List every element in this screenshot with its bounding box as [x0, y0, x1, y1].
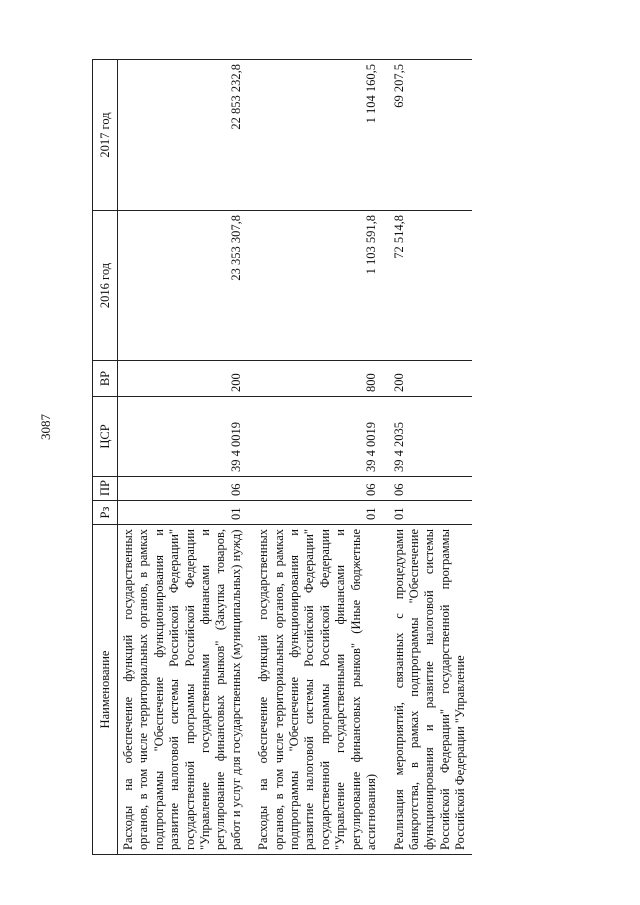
- rotated-page: [92, 60, 604, 855]
- row-csr: 39 4 2035: [389, 397, 472, 477]
- header-name: Наименование: [93, 525, 118, 855]
- row-pr: 06: [389, 477, 472, 501]
- row-name: Расходы на обеспечение функций государственных органов, в том числе территориальных органов, в рамках подпрограммы "Обеспечение функционирования и развитие налоговой системы Российской Федерации" государственной программы Российской Федерации "Управление государственными финансами и регулирование финансовых рынков" (Иные бюджетные ассигнования): [253, 525, 382, 855]
- row-2016: 23 353 307,8: [118, 211, 248, 361]
- header-2017: 2017 год: [93, 60, 118, 211]
- header-2016: 2016 год: [93, 211, 118, 361]
- table-row: [253, 60, 382, 855]
- row-name: Расходы на обеспечение функций государственных органов, в том числе территориальных органов, в рамках подпрограммы "Обеспечение функционирования и развитие налоговой системы Российской Федерации" государственной программы Российской Федерации "Управление государственными финансами и регулирование финансовых рынков" (Закупка товаров, работ и услуг для государственных (муниципальных) нужд): [118, 525, 248, 855]
- table-row: [118, 60, 248, 855]
- row-rz: 01: [118, 501, 248, 525]
- header-rz: Рз: [93, 501, 118, 525]
- row-2016: 1 103 591,8: [253, 211, 382, 361]
- header-vr: ВР: [93, 361, 118, 397]
- budget-table: [92, 59, 472, 855]
- table-header-row: [93, 60, 118, 855]
- row-2017: 1 104 160,5: [253, 60, 382, 211]
- page-number: 3087: [38, 414, 53, 440]
- row-2016: 72 514,8: [389, 211, 472, 361]
- row-name: Реализация мероприятий, связанных с процедурами банкротства, в рамках подпрограммы "Обеспечение функционирования и развитие налоговой системы Российской Федерации" государственной программы Российской Федерации "Управление: [389, 525, 472, 855]
- row-csr: 39 4 0019: [118, 397, 248, 477]
- row-rz: 01: [253, 501, 382, 525]
- row-2017: 22 853 232,8: [118, 60, 248, 211]
- row-pr: 06: [253, 477, 382, 501]
- row-pr: 06: [118, 477, 248, 501]
- header-csr: ЦСР: [93, 397, 118, 477]
- row-vr: 800: [253, 361, 382, 397]
- row-vr: 200: [389, 361, 472, 397]
- row-vr: 200: [118, 361, 248, 397]
- row-csr: 39 4 0019: [253, 397, 382, 477]
- table-row: [389, 60, 472, 855]
- header-pr: ПР: [93, 477, 118, 501]
- row-rz: 01: [389, 501, 472, 525]
- row-2017: 69 207,5: [389, 60, 472, 211]
